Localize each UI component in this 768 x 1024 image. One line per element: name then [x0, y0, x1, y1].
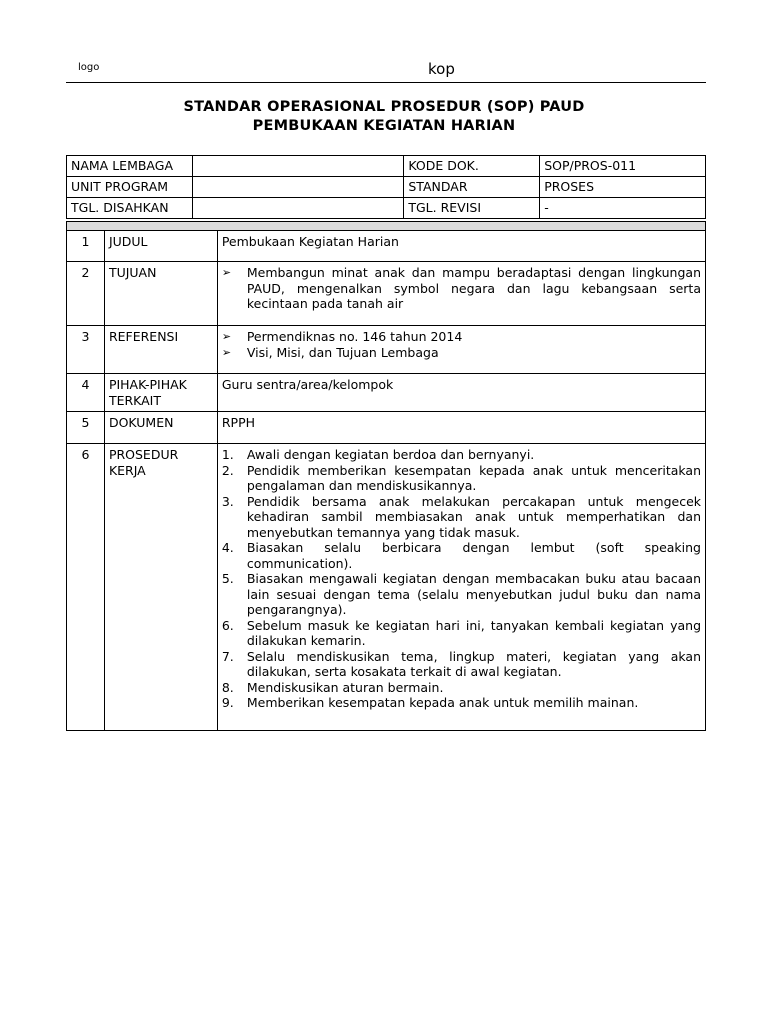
sop-table: [66, 221, 706, 731]
row-number: 5: [67, 412, 105, 444]
table-row: [67, 231, 706, 262]
procedure-step: [222, 540, 701, 571]
step-text: Biasakan selalu berbicara dengan lembut (soft speaking communication).: [246, 540, 701, 571]
step-number: 8.: [221, 679, 234, 695]
unit-program-label: UNIT PROGRAM: [67, 177, 193, 198]
step-text: Biasakan mengawali kegiatan dengan membacakan buku atau bacaan lain sesuai dengan tema (selalu menyebutkan judul buku dan nama pengarangnya).: [246, 571, 701, 617]
kode-dok-value: SOP/PROS-011: [540, 156, 706, 177]
tgl-revisi-label: TGL. REVISI: [404, 198, 540, 219]
row-number: 6: [67, 444, 105, 731]
step-text: Selalu mendiskusikan tema, lingkup materi, kegiatan yang akan dilakukan, serta kosakata terkait di awal kegiatan.: [246, 648, 701, 679]
list-item: ➢ Membangun minat anak dan mampu beradaptasi dengan lingkungan PAUD, mengenalkan symbol negara dan lagu kebangsaan serta kecintaan pada tanah air: [221, 265, 701, 311]
row-label: PROSEDUR KERJA: [104, 444, 217, 731]
procedure-step: [222, 680, 701, 696]
tgl-revisi-value: -: [540, 198, 706, 219]
list-item: ➢ Visi, Misi, dan Tujuan Lembaga: [221, 344, 439, 360]
procedure-step: [222, 571, 701, 618]
row-label: TUJUAN: [104, 262, 217, 326]
row-number: 4: [67, 374, 105, 412]
step-text: Awali dengan kegiatan berdoa dan bernyanyi.: [246, 447, 535, 462]
procedure-step: [222, 649, 701, 680]
dokumen-value: RPPH: [217, 412, 705, 444]
referensi-value: [217, 326, 705, 374]
row-number: 3: [67, 326, 105, 374]
step-number: 1.: [221, 447, 234, 462]
step-number: 2.: [221, 462, 234, 478]
kop-placeholder: kop: [428, 60, 455, 78]
step-number: 9.: [221, 695, 234, 710]
doc-subtitle: PEMBUKAAN KEGIATAN HARIAN: [252, 118, 516, 134]
row-number: 1: [67, 231, 105, 262]
table-row: [67, 326, 706, 374]
arrow-bullet-icon: ➢: [221, 345, 232, 359]
procedure-step: [222, 695, 701, 711]
step-text: Pendidik memberikan kesempatan kepada anak untuk menceritakan pengalaman dan mendiskusikannya.: [246, 462, 701, 493]
unit-program-value: [192, 177, 404, 198]
step-text: Sebelum masuk ke kegiatan hari ini, tanyakan kembali kegiatan yang dilakukan kemarin.: [246, 617, 701, 648]
table-row: [67, 262, 706, 326]
nama-lembaga-label: NAMA LEMBAGA: [67, 156, 193, 177]
table-row: [67, 374, 706, 412]
arrow-bullet-icon: ➢: [221, 266, 232, 279]
tgl-disahkan-label: TGL. DISAHKAN: [67, 198, 193, 219]
tgl-disahkan-value: [192, 198, 404, 219]
list-item: ➢ Permendiknas no. 146 tahun 2014: [221, 329, 463, 344]
standar-label: STANDAR: [404, 177, 540, 198]
section-separator: [67, 222, 706, 231]
step-text: Pendidik bersama anak melakukan percakapan untuk mengecek kehadiran sambil membiasakan anak untuk memperhatikan dan menyebutkan temannya yang tidak masuk.: [246, 493, 701, 540]
pihak-value: Guru sentra/area/kelompok: [217, 374, 705, 412]
step-text: Mendiskusikan aturan bermain.: [246, 679, 444, 695]
step-number: 5.: [221, 571, 234, 586]
row-label: REFERENSI: [104, 326, 217, 374]
logo-placeholder: logo: [78, 62, 100, 73]
arrow-bullet-icon: ➢: [221, 330, 232, 343]
procedure-step: [222, 494, 701, 541]
procedure-step: [222, 463, 701, 494]
row-label: DOKUMEN: [104, 412, 217, 444]
procedure-step: [222, 618, 701, 649]
table-row: [67, 156, 706, 177]
info-table: [66, 155, 706, 219]
table-row: [67, 198, 706, 219]
procedure-step: [222, 447, 701, 463]
row-number: 2: [67, 262, 105, 326]
kode-dok-label: KODE DOK.: [404, 156, 540, 177]
tujuan-value: [217, 262, 705, 326]
nama-lembaga-value: [192, 156, 404, 177]
row-label: JUDUL: [104, 231, 217, 262]
step-number: 3.: [221, 493, 234, 509]
judul-value: Pembukaan Kegiatan Harian: [217, 231, 705, 262]
step-number: 6.: [221, 617, 234, 633]
table-row: [67, 444, 706, 731]
standar-value: PROSES: [540, 177, 706, 198]
table-row: [67, 412, 706, 444]
document-header: [66, 58, 706, 82]
doc-title: STANDAR OPERASIONAL PROSEDUR (SOP) PAUD: [183, 99, 585, 115]
step-text: Memberikan kesempatan kepada anak untuk memilih mainan.: [246, 695, 639, 710]
table-row: [67, 177, 706, 198]
row-label: PIHAK-PIHAK TERKAIT: [104, 374, 217, 412]
header-divider: [66, 82, 706, 83]
procedure-steps: [222, 447, 701, 711]
prosedur-value: [217, 444, 705, 731]
step-number: 4.: [221, 540, 234, 555]
step-number: 7.: [221, 648, 234, 664]
